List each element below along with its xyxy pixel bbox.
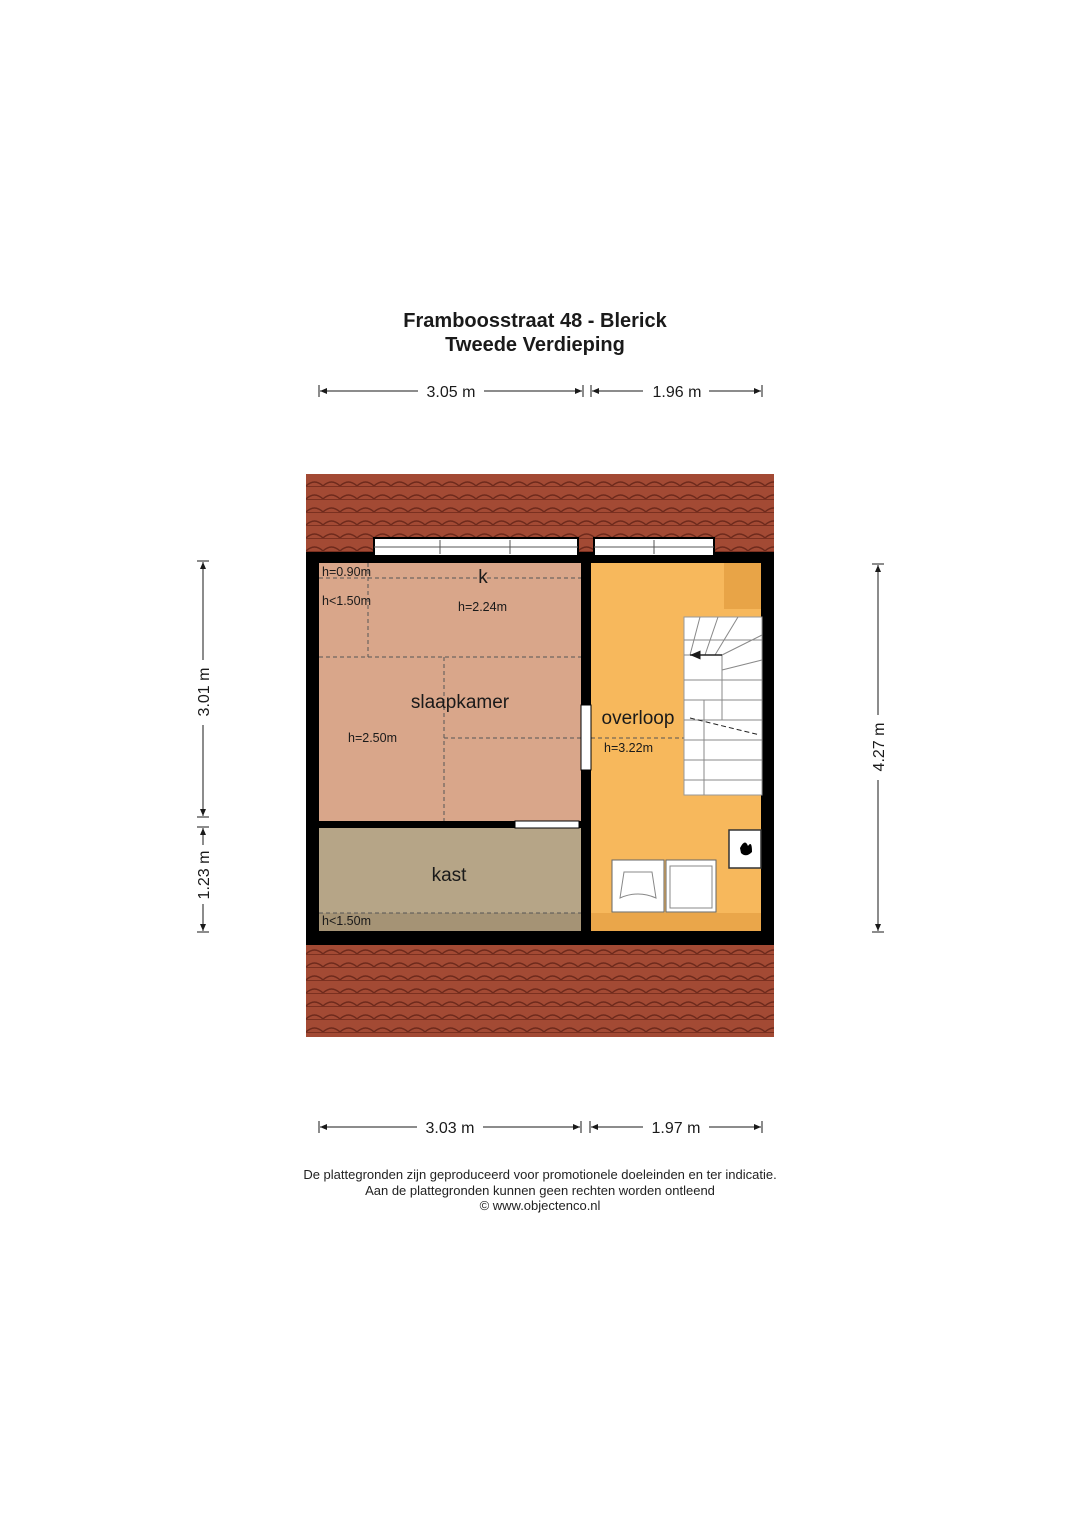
dimension-left-upper [196,561,213,817]
disclaimer-line-2: Aan de plattegronden kunnen geen rechten worden ontleend [365,1183,715,1198]
dimension-label: 3.03 m [425,1120,475,1137]
height-label-150-kast: h<1.50m [322,914,371,928]
door-overloop [581,705,591,770]
window-left [374,538,578,556]
height-label-322: h=3.22m [604,741,653,755]
height-label-250: h=2.50m [348,731,397,745]
dimension-label: 3.01 m [196,667,213,717]
height-label-224: h=2.24m [458,600,507,614]
dimension-left-lower [196,827,213,932]
height-label-150-top: h<1.50m [322,594,371,608]
disclaimer-line-1: De plattegronden zijn geproduceerd voor promotionele doeleinden en ter indicatie. [303,1167,777,1182]
floor-name: Tweede Verdieping [445,334,625,356]
height-label-090: h=0.90m [322,565,371,579]
dimension-right [871,564,888,932]
dimension-label: 1.96 m [652,384,702,401]
dimension-label: 4.27 m [871,722,888,772]
dimension-label: 3.05 m [426,384,476,401]
copyright-link[interactable]: © www.objectenco.nl [479,1198,601,1213]
roof-bottom [306,945,774,1037]
washing-machine-icon [612,860,664,912]
overloop-corner-zone [724,563,761,609]
boiler-icon [729,830,761,868]
dimension-top-left [319,384,583,401]
dimension-top-right [591,384,762,401]
room-label-slaapkamer: slaapkamer [410,692,510,713]
window-right [594,538,714,556]
door-kast [515,821,579,828]
room-label-k: k [478,567,488,588]
overloop-low-zone [591,913,761,931]
dimension-label: 1.23 m [196,850,213,900]
dimension-bottom-right [590,1120,762,1137]
staircase [684,617,762,795]
room-label-overloop: overloop [601,708,675,729]
dimension-bottom-left [319,1120,581,1137]
plan-title: Framboosstraat 48 - Blerick [403,310,667,332]
room-label-kast: kast [431,865,467,886]
dimension-label: 1.97 m [651,1120,701,1137]
dryer-icon [666,860,716,912]
